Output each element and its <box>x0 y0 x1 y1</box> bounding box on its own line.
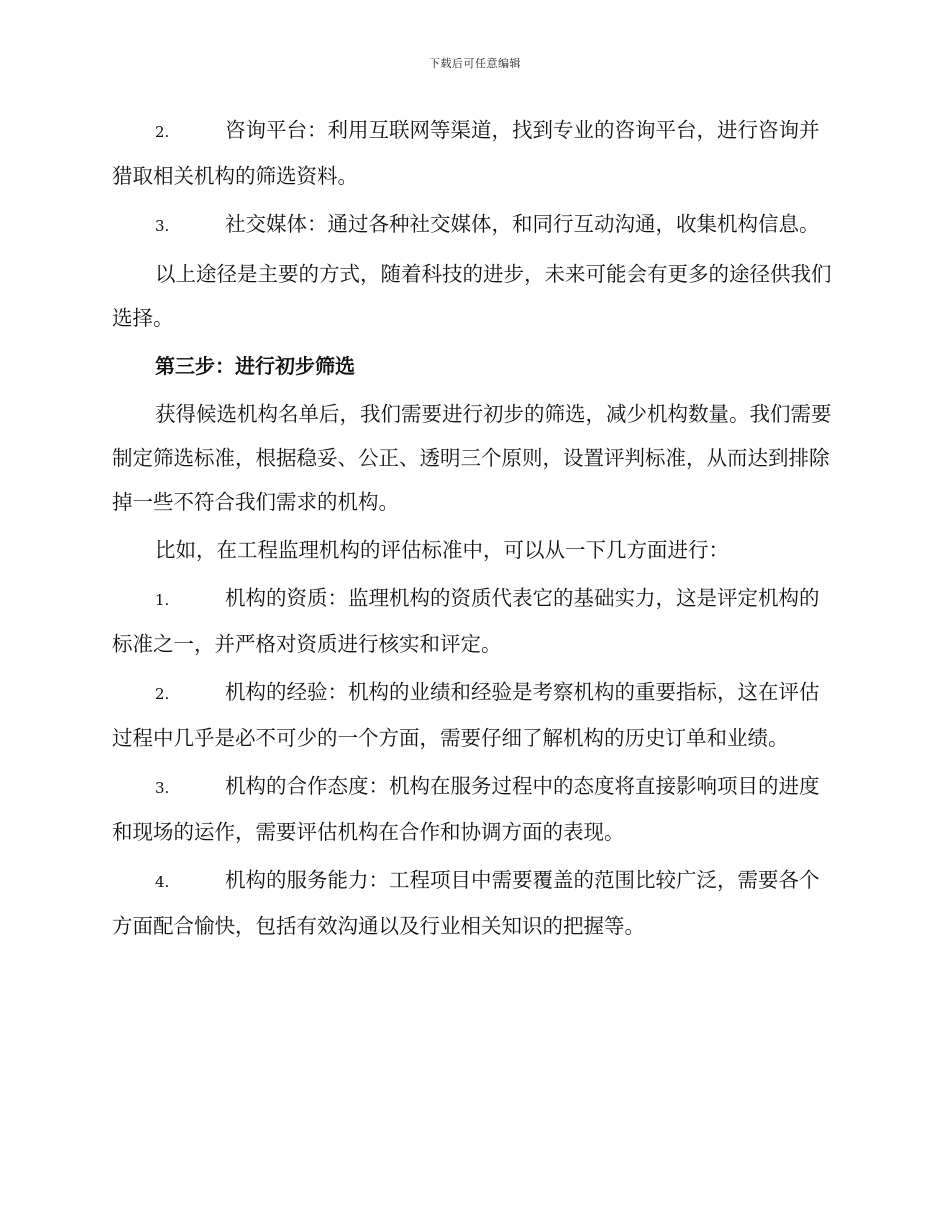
list-text: 机构的经验：机构的业绩和经验是考察机构的重要指标，这在评估过程中几乎是必不可少的一个方面，需要仔细了解机构的历史订单和业绩。 <box>112 680 820 750</box>
paragraph: 比如，在工程监理机构的评估标准中，可以从一下几方面进行： <box>155 538 729 562</box>
list-item <box>112 858 834 948</box>
list-number: 4. <box>155 873 170 891</box>
list-text: 咨询平台：利用互联网等渠道，找到专业的咨询平台，进行咨询并猎取相关机构的筛选资料。 <box>112 118 820 188</box>
list-text: 社交媒体：通过各种社交媒体，和同行互动沟通，收集机构信息。 <box>225 212 820 236</box>
paragraph: 以上途径是主要的方式，随着科技的进步，未来可能会有更多的途径供我们选择。 <box>112 262 832 330</box>
page-header: 下载后可任意编辑 <box>429 57 521 70</box>
document-body <box>112 108 834 952</box>
list-text: 机构的合作态度：机构在服务过程中的态度将直接影响项目的进度和现场的运作，需要评估机构在合作和协调方面的表现。 <box>112 774 820 844</box>
list-item <box>112 670 834 760</box>
section-heading: 第三步：进行初步筛选 <box>155 354 355 378</box>
list-item <box>112 764 834 854</box>
paragraph: 获得候选机构名单后，我们需要进行初步的筛选，减少机构数量。我们需要制定筛选标准，根据稳妥、公正、透明三个原则，设置评判标准，从而达到排除掉一些不符合我们需求的机构。 <box>112 402 832 514</box>
list-number: 2. <box>155 123 170 141</box>
list-number: 2. <box>155 685 170 703</box>
list-text: 机构的资质：监理机构的资质代表它的基础实力，这是评定机构的标准之一，并严格对资质进行核实和评定。 <box>112 586 820 656</box>
list-number: 1. <box>155 591 170 609</box>
list-item <box>112 576 834 666</box>
list-item <box>112 108 834 198</box>
list-item <box>112 202 834 248</box>
list-text: 机构的服务能力：工程项目中需要覆盖的范围比较广泛，需要各个方面配合愉快，包括有效沟通以及行业相关知识的把握等。 <box>112 868 820 938</box>
list-number: 3. <box>155 779 170 797</box>
list-number: 3. <box>155 217 170 235</box>
